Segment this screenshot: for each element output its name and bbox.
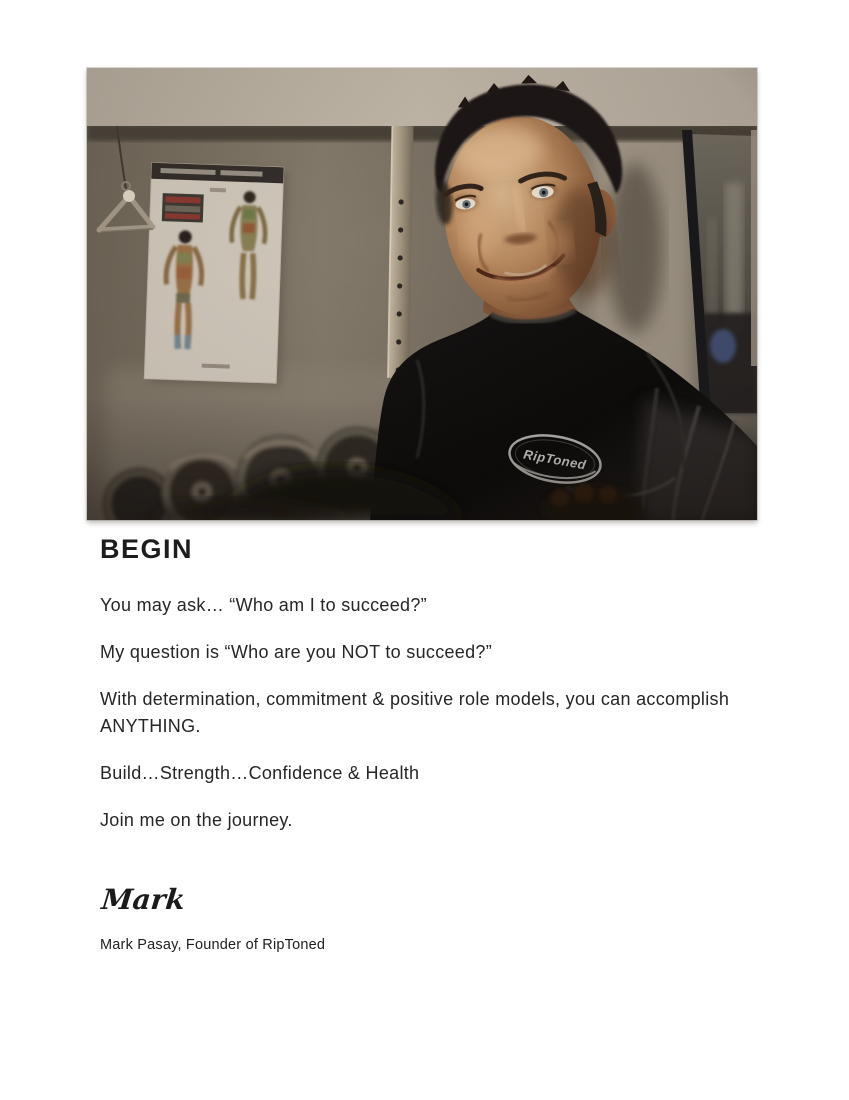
gym-photo [87,68,757,520]
paragraph-5: Join me on the journey. [100,810,293,830]
paragraph-3: With determination, commitment & positive role models, you can accomplish ANYTHING. [100,689,730,736]
paragraph-1: You may ask… “Who am I to succeed?” [100,595,427,615]
page-title: BEGIN [100,534,194,564]
byline: Mark Pasay, Founder of RipToned [100,937,326,953]
paragraph-4: Build…Strength…Confidence & Health [100,763,420,783]
gym-photo-illustration [87,68,757,520]
signature: Mark [100,883,187,916]
page-content [100,534,745,953]
vignette [87,68,757,520]
paragraph-2: My question is “Who are you NOT to succeed?” [100,642,493,662]
